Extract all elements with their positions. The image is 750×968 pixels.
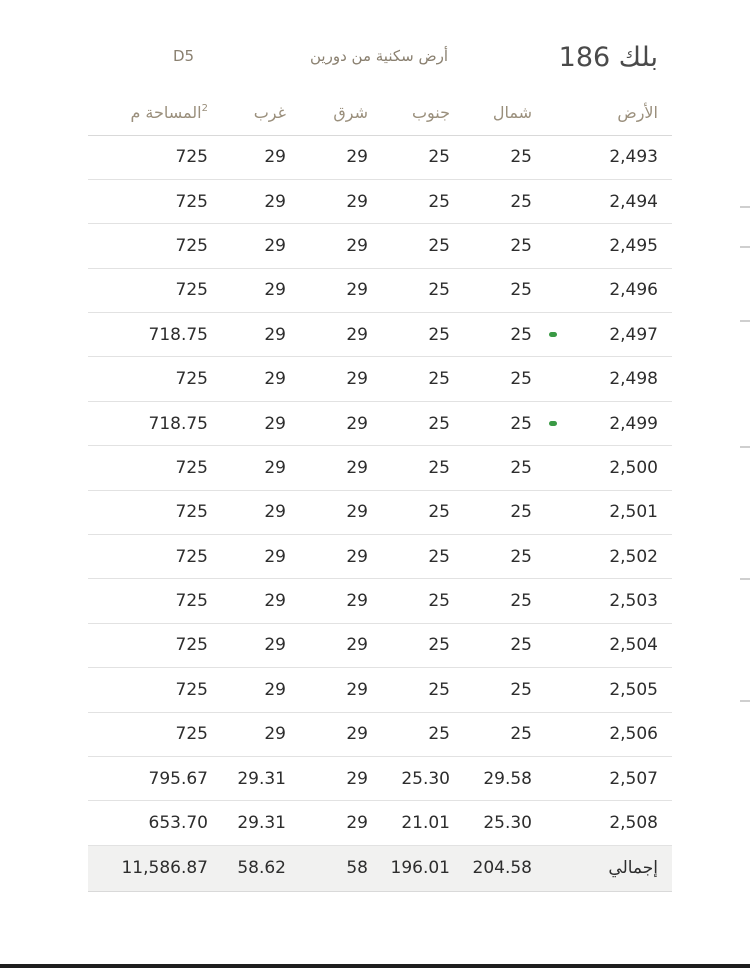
cell-marker <box>532 179 574 223</box>
cell-west: 29 <box>208 668 286 712</box>
cell-land: 2,504 <box>574 623 672 667</box>
cell-south: 25.30 <box>368 756 450 800</box>
cell-east: 29 <box>286 135 368 179</box>
cell-marker <box>532 756 574 800</box>
green-dot-icon <box>549 332 557 337</box>
right-edge-strip <box>736 0 750 968</box>
table-row <box>88 268 672 312</box>
cell-land: 2,495 <box>574 224 672 268</box>
cell-marker <box>532 535 574 579</box>
total-north: 204.58 <box>450 845 532 891</box>
cell-area: 725 <box>88 668 208 712</box>
cell-south: 25 <box>368 668 450 712</box>
cell-land: 2,505 <box>574 668 672 712</box>
cell-west: 29 <box>208 179 286 223</box>
cell-north: 25 <box>450 623 532 667</box>
block-title: بلك 186 <box>558 42 658 73</box>
cell-south: 21.01 <box>368 801 450 845</box>
cell-land: 2,502 <box>574 535 672 579</box>
cell-north: 25 <box>450 179 532 223</box>
cell-area: 718.75 <box>88 313 208 357</box>
cell-north: 25 <box>450 401 532 445</box>
cell-land: 2,501 <box>574 490 672 534</box>
cell-west: 29 <box>208 712 286 756</box>
edge-tick <box>740 578 750 580</box>
cell-east: 29 <box>286 268 368 312</box>
cell-south: 25 <box>368 313 450 357</box>
col-header-marker <box>532 91 574 135</box>
cell-area: 725 <box>88 268 208 312</box>
green-dot-icon <box>549 421 557 426</box>
col-header-east: شرق <box>286 91 368 135</box>
table-row <box>88 401 672 445</box>
cell-west: 29 <box>208 268 286 312</box>
cell-west: 29 <box>208 490 286 534</box>
cell-marker <box>532 801 574 845</box>
cell-land: 2,496 <box>574 268 672 312</box>
cell-west: 29 <box>208 623 286 667</box>
cell-land: 2,494 <box>574 179 672 223</box>
cell-north: 25 <box>450 357 532 401</box>
cell-land: 2,498 <box>574 357 672 401</box>
cell-east: 29 <box>286 623 368 667</box>
col-header-land: الأرض <box>574 91 672 135</box>
table-row <box>88 668 672 712</box>
cell-area: 725 <box>88 179 208 223</box>
cell-east: 29 <box>286 446 368 490</box>
col-header-area: $^2$المساحة م <box>88 91 208 135</box>
cell-south: 25 <box>368 268 450 312</box>
total-marker-cell <box>532 845 574 891</box>
table-row <box>88 756 672 800</box>
total-east: 58 <box>286 845 368 891</box>
cell-east: 29 <box>286 179 368 223</box>
cell-north: 25 <box>450 224 532 268</box>
cell-north: 25 <box>450 313 532 357</box>
cell-area: 725 <box>88 446 208 490</box>
cell-land: 2,493 <box>574 135 672 179</box>
cell-south: 25 <box>368 446 450 490</box>
table-row <box>88 712 672 756</box>
block-header <box>88 36 672 84</box>
cell-east: 29 <box>286 756 368 800</box>
cell-marker <box>532 712 574 756</box>
cell-south: 25 <box>368 179 450 223</box>
table-row <box>88 623 672 667</box>
total-south: 196.01 <box>368 845 450 891</box>
cell-land: 2,506 <box>574 712 672 756</box>
cell-north: 25 <box>450 579 532 623</box>
edge-tick <box>740 700 750 702</box>
cell-east: 29 <box>286 535 368 579</box>
table-row <box>88 801 672 845</box>
zone-code: D5 <box>173 47 195 65</box>
total-area: 11,586.87 <box>88 845 208 891</box>
cell-west: 29 <box>208 313 286 357</box>
cell-land: 2,508 <box>574 801 672 845</box>
cell-area: 725 <box>88 135 208 179</box>
total-row <box>88 845 672 891</box>
cell-west: 29 <box>208 446 286 490</box>
cell-south: 25 <box>368 490 450 534</box>
table-row <box>88 446 672 490</box>
cell-north: 25 <box>450 490 532 534</box>
cell-east: 29 <box>286 490 368 534</box>
cell-north: 25 <box>450 268 532 312</box>
cell-east: 29 <box>286 313 368 357</box>
cell-east: 29 <box>286 801 368 845</box>
cell-north: 25 <box>450 712 532 756</box>
cell-land: 2,503 <box>574 579 672 623</box>
cell-marker <box>532 313 574 357</box>
table-header-row <box>88 91 672 135</box>
cell-south: 25 <box>368 357 450 401</box>
cell-west: 29 <box>208 579 286 623</box>
cell-south: 25 <box>368 535 450 579</box>
edge-tick <box>740 446 750 448</box>
table-row <box>88 490 672 534</box>
cell-west: 29 <box>208 357 286 401</box>
table-row <box>88 535 672 579</box>
cell-marker <box>532 446 574 490</box>
cell-east: 29 <box>286 401 368 445</box>
cell-land: 2,497 <box>574 313 672 357</box>
cell-area: 718.75 <box>88 401 208 445</box>
cell-marker <box>532 135 574 179</box>
cell-east: 29 <box>286 712 368 756</box>
cell-west: 29 <box>208 135 286 179</box>
cell-east: 29 <box>286 579 368 623</box>
cell-area: 725 <box>88 623 208 667</box>
cell-south: 25 <box>368 135 450 179</box>
cell-south: 25 <box>368 224 450 268</box>
cell-area: 725 <box>88 490 208 534</box>
cell-east: 29 <box>286 668 368 712</box>
cell-land: 2,499 <box>574 401 672 445</box>
cell-area: 795.67 <box>88 756 208 800</box>
cell-area: 725 <box>88 224 208 268</box>
cell-area: 725 <box>88 712 208 756</box>
table-row <box>88 179 672 223</box>
table-row <box>88 135 672 179</box>
total-label: إجمالي <box>574 845 672 891</box>
cell-marker <box>532 623 574 667</box>
cell-area: 725 <box>88 357 208 401</box>
cell-west: 29 <box>208 401 286 445</box>
bottom-bar <box>0 964 750 968</box>
edge-tick <box>740 206 750 208</box>
cell-marker <box>532 490 574 534</box>
cell-west: 29.31 <box>208 756 286 800</box>
edge-tick <box>740 320 750 322</box>
cell-east: 29 <box>286 224 368 268</box>
cell-marker <box>532 668 574 712</box>
area-unit-superscript: 2 <box>201 103 208 115</box>
cell-land: 2,507 <box>574 756 672 800</box>
table-row <box>88 357 672 401</box>
cell-north: 25 <box>450 535 532 579</box>
cell-south: 25 <box>368 623 450 667</box>
table-row <box>88 579 672 623</box>
total-west: 58.62 <box>208 845 286 891</box>
land-type-label: أرض سكنية من دورين <box>310 47 449 65</box>
cell-south: 25 <box>368 579 450 623</box>
col-header-west: غرب <box>208 91 286 135</box>
cell-north: 25 <box>450 135 532 179</box>
table-row <box>88 224 672 268</box>
cell-south: 25 <box>368 712 450 756</box>
edge-tick <box>740 246 750 248</box>
cell-east: 29 <box>286 357 368 401</box>
cell-north: 25 <box>450 446 532 490</box>
cell-marker <box>532 579 574 623</box>
cell-south: 25 <box>368 401 450 445</box>
cell-west: 29 <box>208 535 286 579</box>
cell-marker <box>532 224 574 268</box>
col-header-south: جنوب <box>368 91 450 135</box>
table-row <box>88 313 672 357</box>
cell-marker <box>532 401 574 445</box>
land-table <box>88 91 672 892</box>
cell-land: 2,500 <box>574 446 672 490</box>
cell-north: 25.30 <box>450 801 532 845</box>
cell-marker <box>532 268 574 312</box>
cell-north: 25 <box>450 668 532 712</box>
cell-area: 725 <box>88 579 208 623</box>
cell-north: 29.58 <box>450 756 532 800</box>
cell-west: 29 <box>208 224 286 268</box>
col-header-north: شمال <box>450 91 532 135</box>
cell-area: 653.70 <box>88 801 208 845</box>
cell-area: 725 <box>88 535 208 579</box>
cell-west: 29.31 <box>208 801 286 845</box>
cell-marker <box>532 357 574 401</box>
